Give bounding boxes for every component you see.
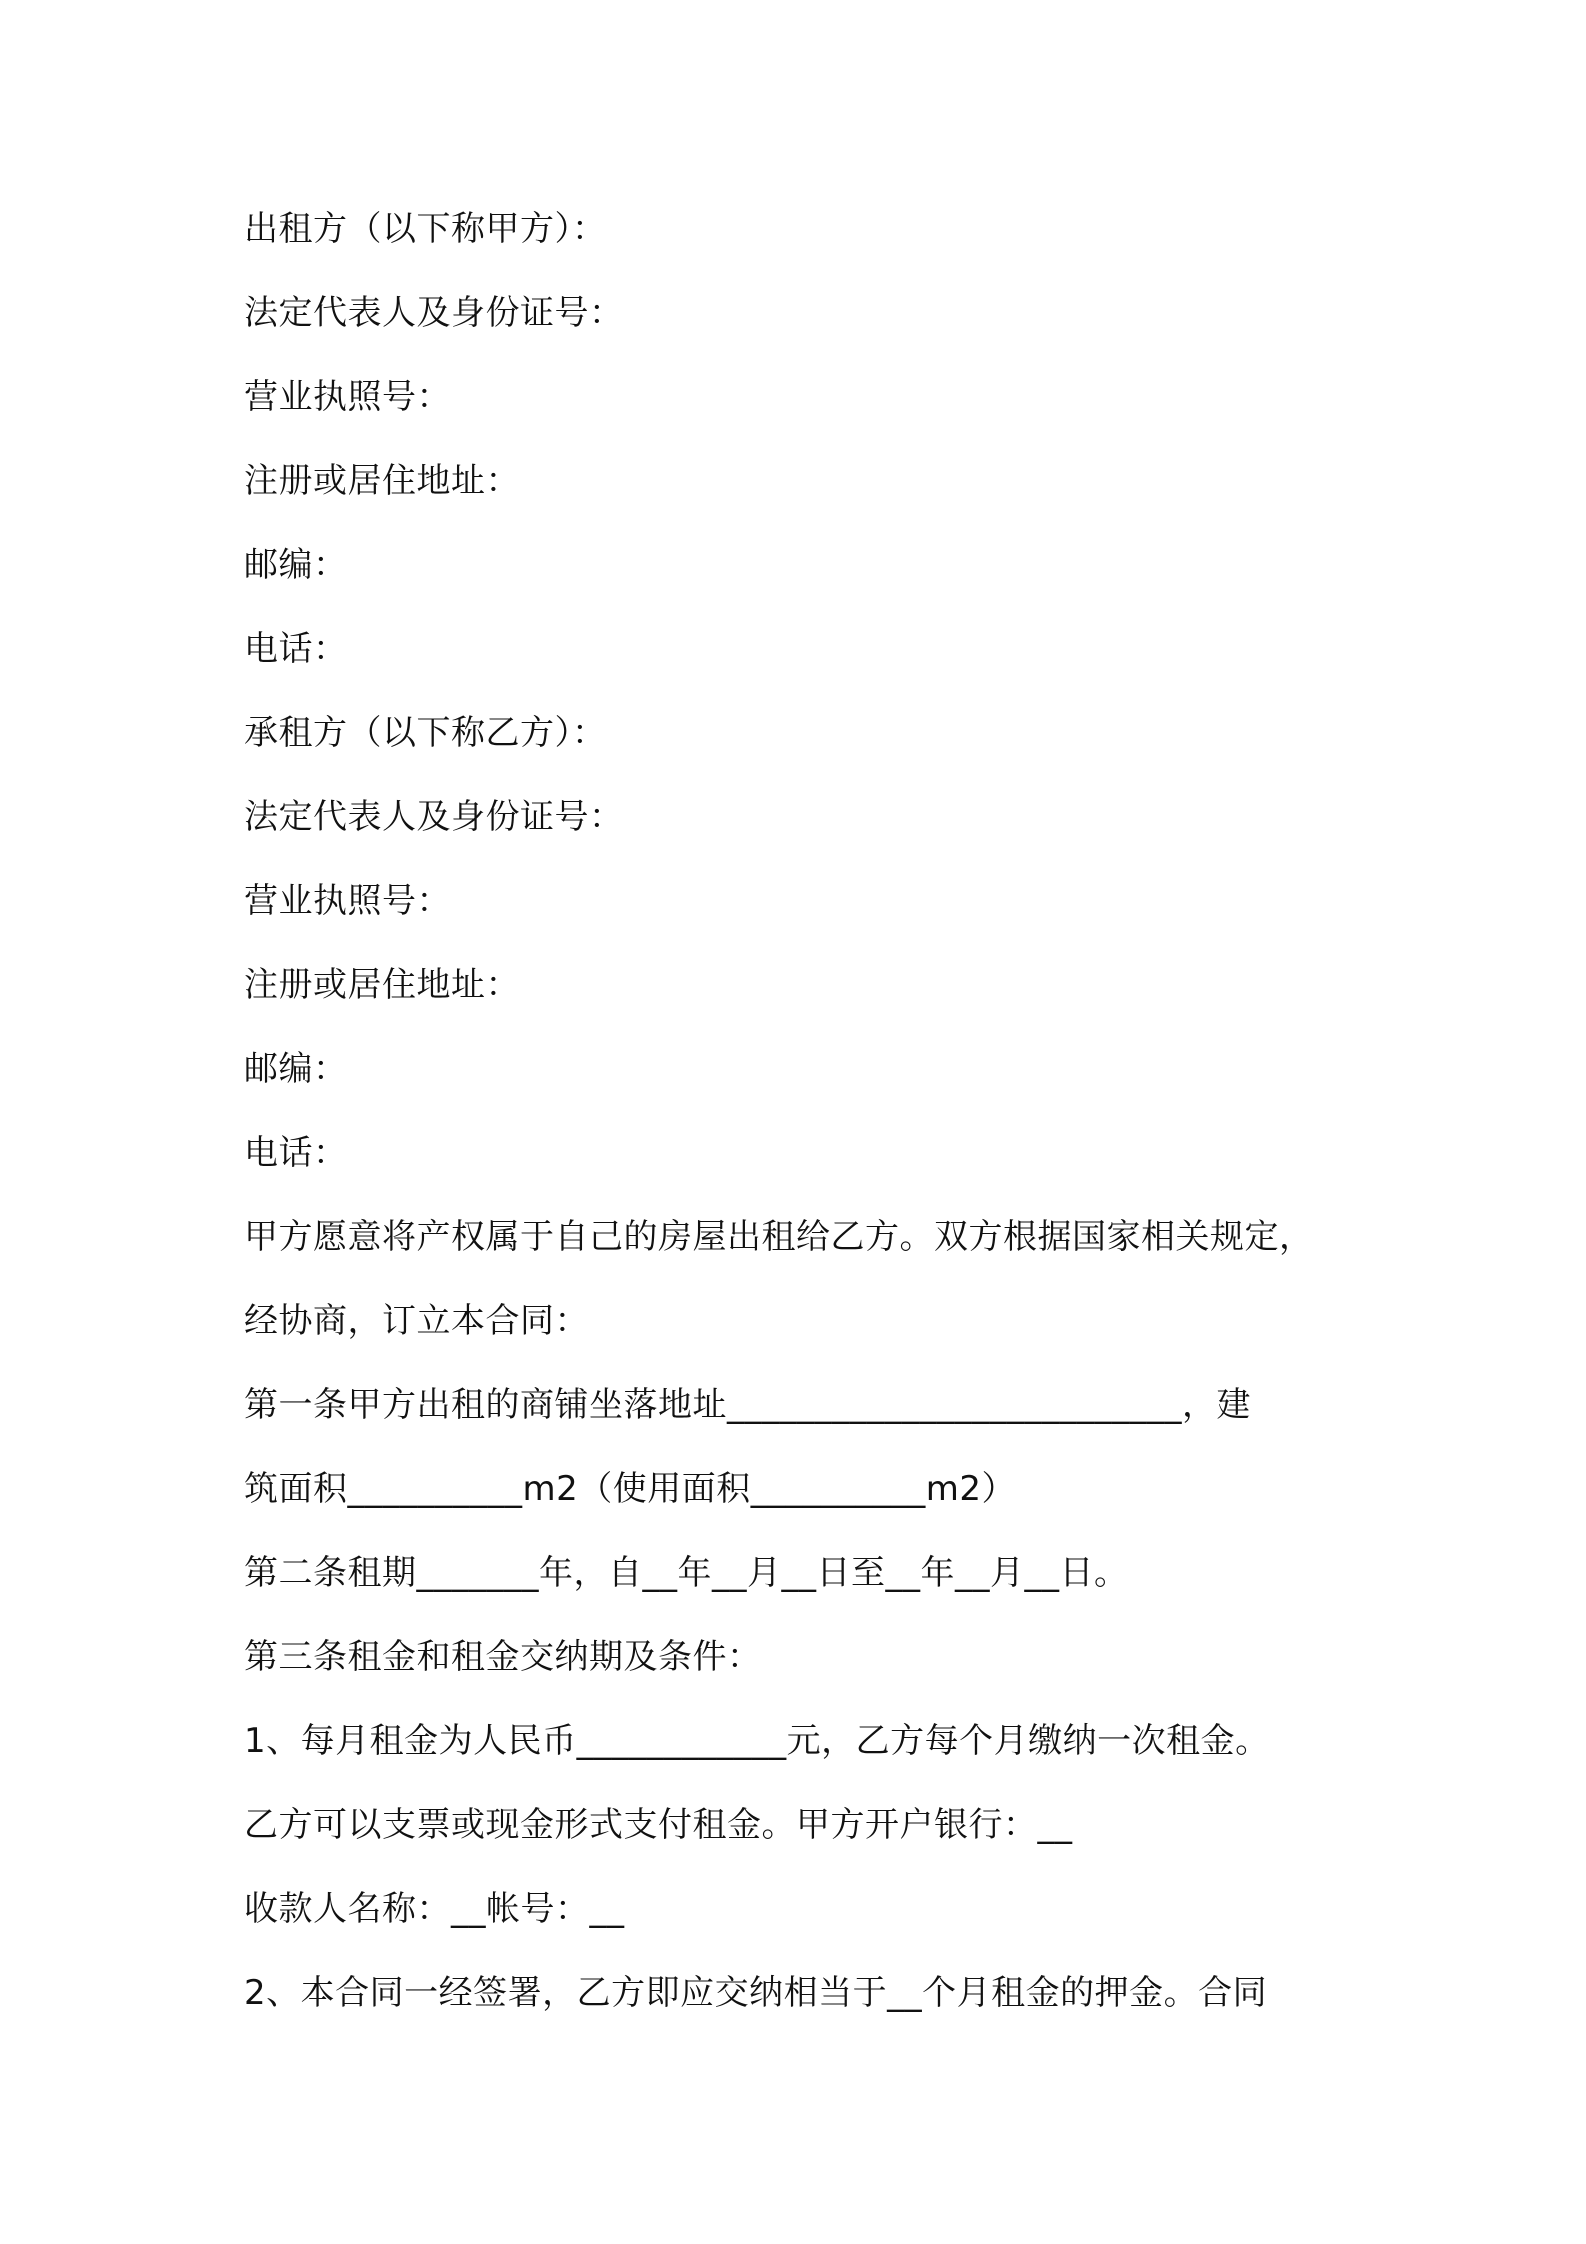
lessee-label: 承租方（以下称乙方）： <box>244 713 607 753</box>
lessee-address-label: 注册或居住地址： <box>244 965 520 1005</box>
article-1-line-2: 筑面积__________m2（使用面积__________m2） <box>244 1469 1017 1509</box>
article-3-payee-account: 收款人名称：__帐号：__ <box>244 1889 625 1929</box>
lessor-label: 出租方（以下称甲方）： <box>244 209 607 249</box>
lessee-business-license-label: 营业执照号： <box>244 881 451 921</box>
preamble-line-1: 甲方愿意将产权属于自己的房屋出租给乙方。双方根据国家相关规定， <box>244 1217 1314 1257</box>
article-2: 第二条租期_______年，自__年__月__日至__年__月__日。 <box>244 1553 1129 1593</box>
lessor-representative-id-label: 法定代表人及身份证号： <box>244 293 624 333</box>
lessor-address-label: 注册或居住地址： <box>244 461 520 501</box>
article-3-heading: 第三条租金和租金交纳期及条件： <box>244 1637 762 1677</box>
preamble-line-2: 经协商，订立本合同： <box>244 1301 589 1341</box>
lessee-postcode-label: 邮编： <box>244 1049 348 1089</box>
article-3-item-2: 2、本合同一经签署，乙方即应交纳相当于__个月租金的押金。合同 <box>244 1973 1268 2013</box>
lessor-postcode-label: 邮编： <box>244 545 348 585</box>
article-3-payment-method: 乙方可以支票或现金形式支付租金。甲方开户银行：__ <box>244 1805 1073 1845</box>
lessee-phone-label: 电话： <box>244 1133 348 1173</box>
lessor-business-license-label: 营业执照号： <box>244 377 451 417</box>
article-1-line-1: 第一条甲方出租的商铺坐落地址__________________________，建 <box>244 1385 1251 1425</box>
lessee-representative-id-label: 法定代表人及身份证号： <box>244 797 624 837</box>
lessor-phone-label: 电话： <box>244 629 348 669</box>
article-3-item-1: 1、每月租金为人民币____________元，乙方每个月缴纳一次租金。 <box>244 1721 1270 1761</box>
